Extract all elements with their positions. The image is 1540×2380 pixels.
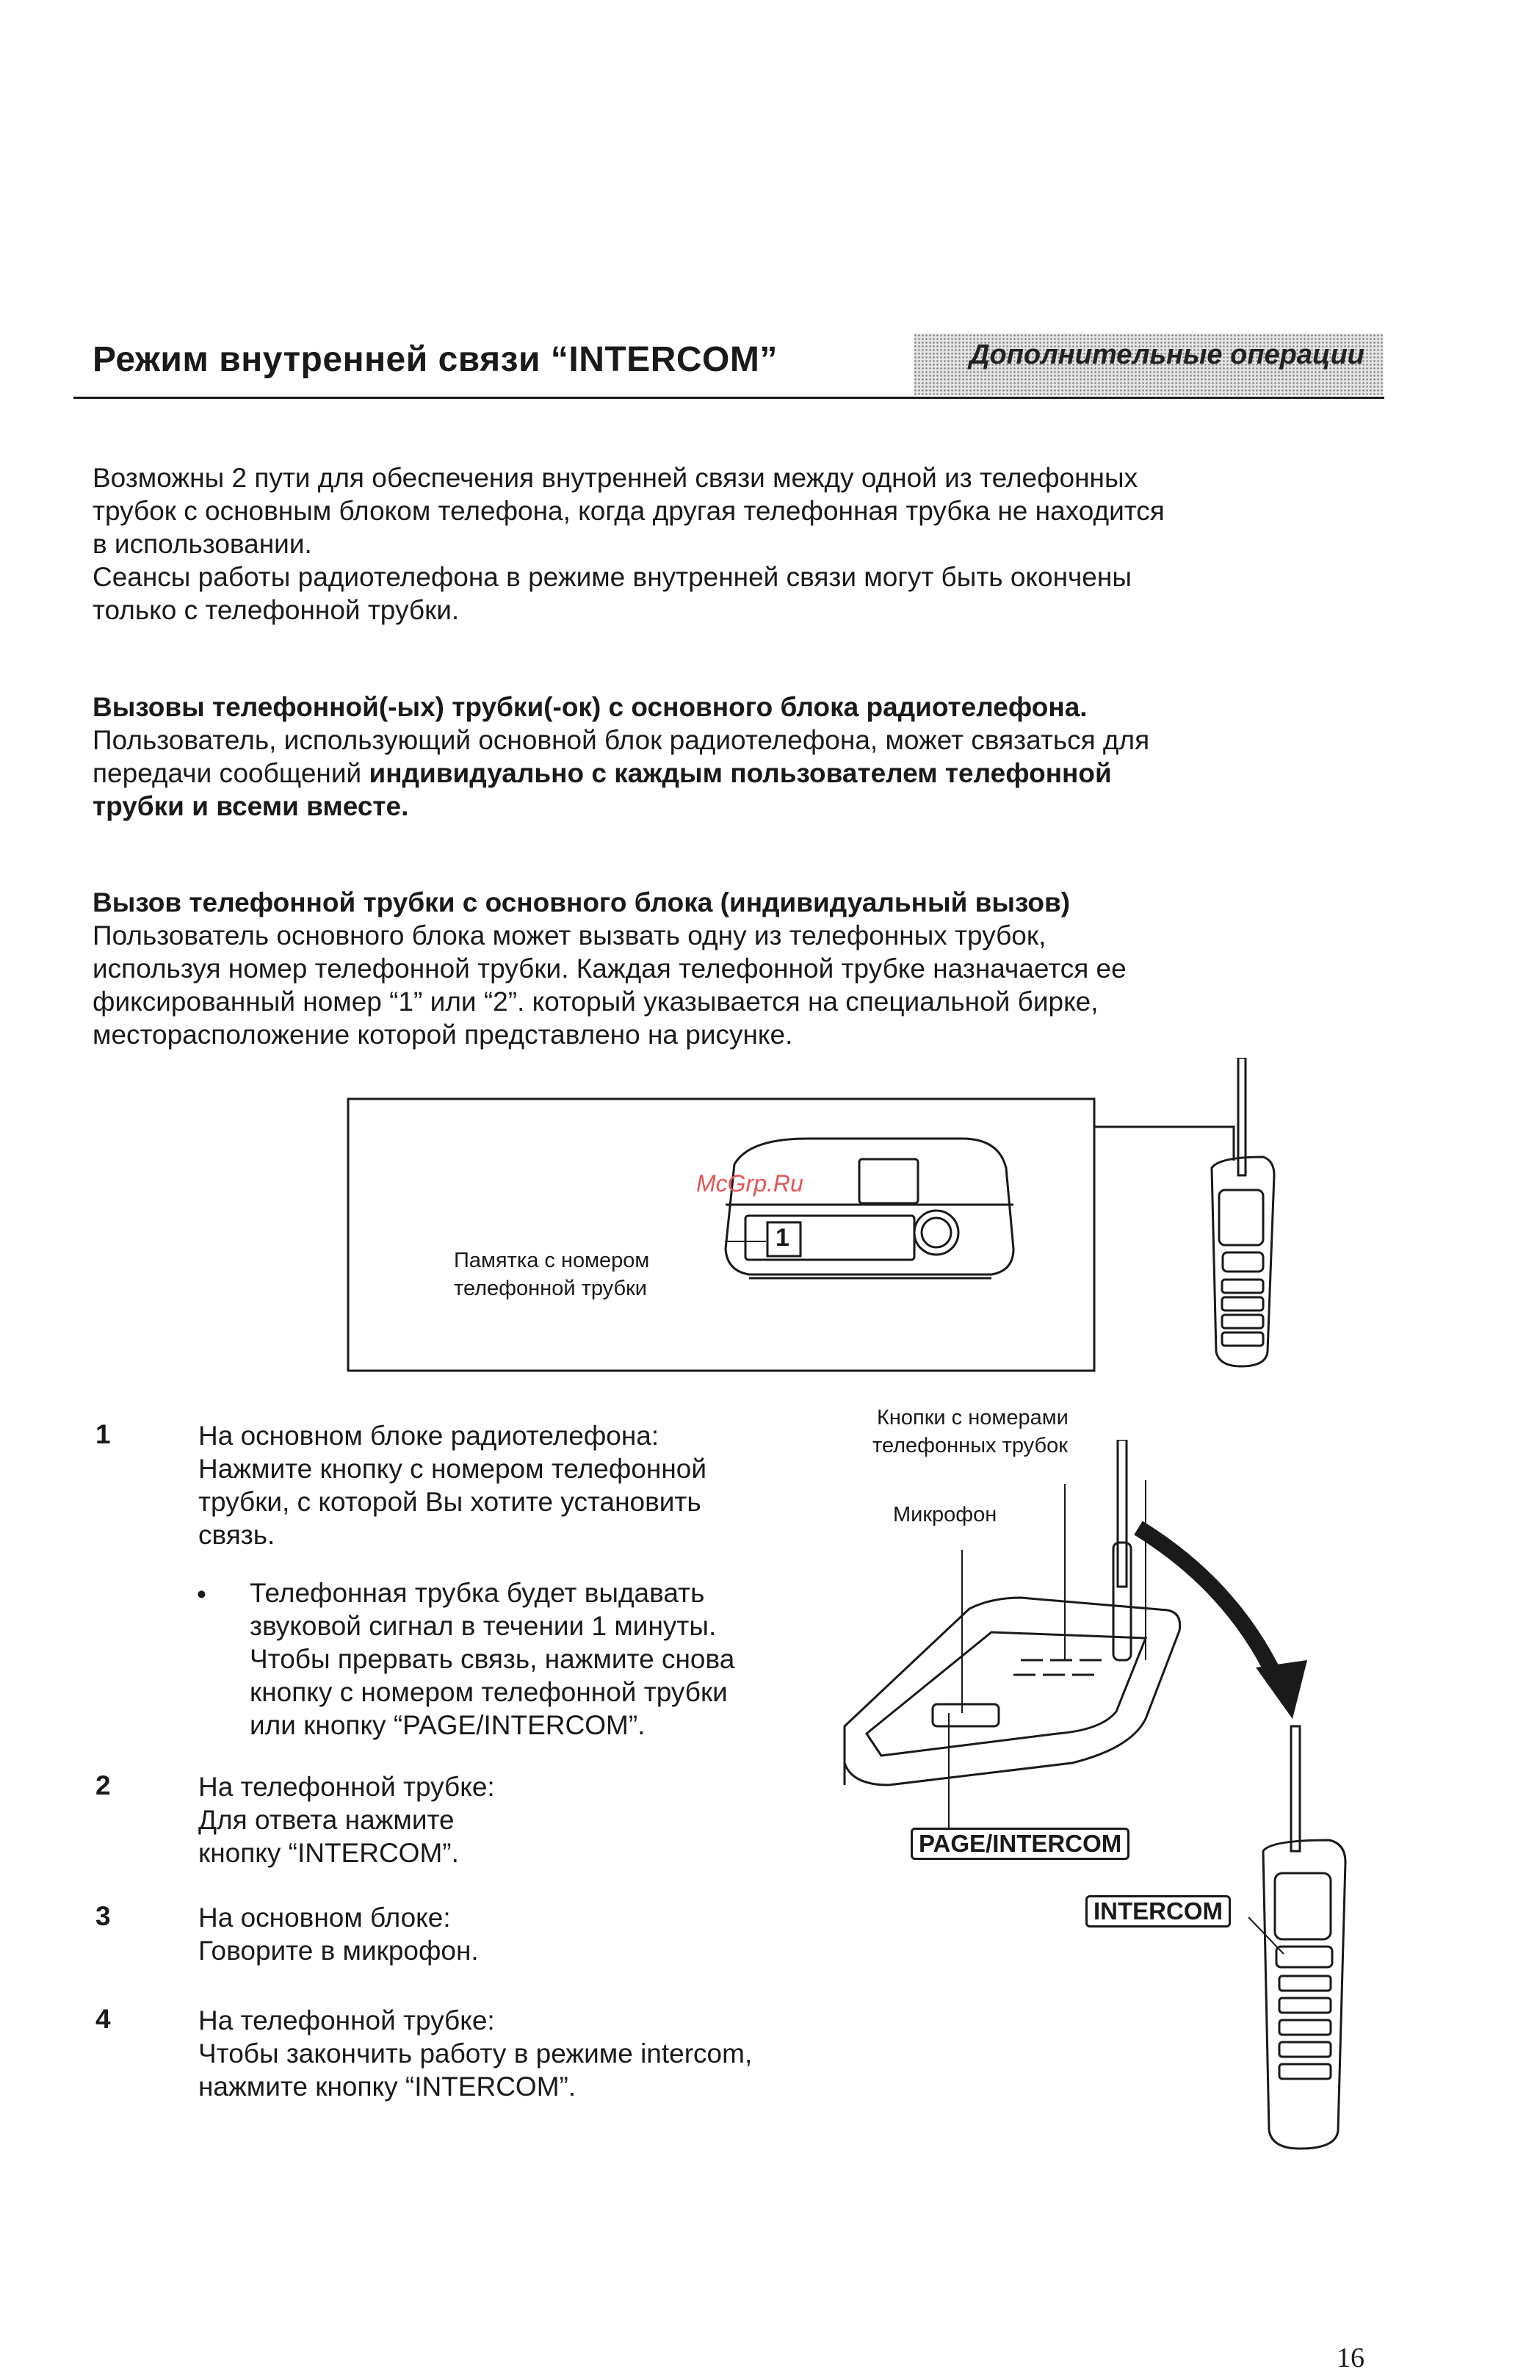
step-line: На телефонной трубке: <box>198 1772 495 1802</box>
section-individual-paragraph <box>93 886 1400 1051</box>
step-line: На телефонной трубке: <box>198 2005 495 2035</box>
step-bullet-text <box>250 1576 734 1742</box>
step-text <box>198 1770 495 1869</box>
figure-frame <box>348 1099 1094 1371</box>
buttons-label-line: Кнопки с номерами <box>877 1406 1069 1429</box>
step-number: 4 <box>95 2004 111 2034</box>
step-line: связь. <box>198 1520 275 1550</box>
section-line: трубки и всеми вместе. <box>93 791 409 821</box>
bullet-line: кнопку с номером телефонной трубки <box>250 1677 728 1707</box>
handset-drawing <box>1263 1726 1345 2149</box>
section-heading: Вызовы телефонной(-ых) трубки(-ок) с основного блока радиотелефона. <box>93 692 1088 722</box>
step-line: Для ответа нажмите <box>198 1805 455 1835</box>
base-unit-drawing <box>845 1440 1180 1785</box>
watermark: McGrp.Ru <box>696 1170 803 1197</box>
intercom-button: INTERCOM <box>1085 1895 1231 1928</box>
step-line: нажмите кнопку “INTERCOM”. <box>198 2071 576 2102</box>
tag-number: 1 <box>776 1224 789 1252</box>
step-line: Чтобы закончить работу в режиме intercom, <box>198 2038 753 2069</box>
title-rule <box>73 397 1384 399</box>
bullet-line: звуковой сигнал в течении 1 минуты. <box>250 1611 717 1641</box>
figure-base-unit <box>338 1058 1293 1396</box>
step-line: Нажмите кнопку с номером телефонной <box>198 1454 707 1484</box>
step-number: 3 <box>95 1901 111 1931</box>
arrow-head <box>1256 1660 1307 1719</box>
step-line: кнопку “INTERCOM”. <box>198 1838 459 1868</box>
bullet-line: или кнопку “PAGE/INTERCOM”. <box>250 1710 646 1740</box>
section-line <box>93 757 1400 790</box>
intro-line: трубок с основным блоком телефона, когда другая телефонная трубка не находится <box>93 496 1165 526</box>
intro-line: Сеансы работы радиотелефона в режиме внутренней связи могут быть окончены <box>93 562 1132 592</box>
page-number: 16 <box>1337 2343 1364 2373</box>
section-tag: Дополнительные операции <box>914 333 1384 395</box>
buttons-label-line: телефонных трубок <box>872 1434 1068 1457</box>
bullet-dot: • <box>197 1579 206 1609</box>
step-text <box>198 1901 479 1967</box>
tag-label-line: Памятка с номером <box>454 1249 650 1272</box>
handset-drawing <box>1212 1058 1274 1366</box>
intro-line: только с телефонной трубки. <box>93 595 460 625</box>
step-number: 1 <box>95 1419 111 1449</box>
step-line: Говорите в микрофон. <box>198 1936 479 1966</box>
bold-text: индивидуально с каждым пользователем телефонной <box>369 758 1112 788</box>
bullet-line: Чтобы прервать связь, нажмите снова <box>250 1644 735 1674</box>
section-calls-paragraph <box>93 690 1400 823</box>
intro-line: Возможны 2 пути для обеспечения внутренней связи между одной из телефонных <box>93 463 1138 493</box>
intro-line: в использовании. <box>93 529 312 559</box>
connector-line <box>1094 1127 1234 1161</box>
bullet-line: Телефонная трубка будет выдавать <box>250 1578 705 1608</box>
step-line: трубки, с которой Вы хотите установить <box>198 1487 701 1517</box>
step-line: На основном блоке: <box>198 1903 451 1933</box>
step-text <box>198 2004 752 2103</box>
step-line: На основном блоке радиотелефона: <box>198 1421 659 1451</box>
figure-intercom <box>823 1440 1469 2182</box>
step-text <box>198 1419 706 1551</box>
page-intercom-button: PAGE/INTERCOM <box>911 1828 1129 1860</box>
arrow-shaft <box>1138 1528 1278 1682</box>
section-line: фиксированный номер “1” или “2”. который указывается на специальной бирке, <box>93 987 1099 1017</box>
intro-paragraph <box>93 461 1400 627</box>
step-number: 2 <box>95 1770 111 1800</box>
mic-label: Микрофон <box>893 1503 997 1526</box>
section-heading: Вызов телефонной трубки с основного блока (индивидуальный вызов) <box>93 887 1071 917</box>
section-line: месторасположение которой представлено на рисунке. <box>93 1020 793 1050</box>
section-line: Пользователь, использующий основной блок радиотелефона, может связаться для <box>93 725 1150 755</box>
tag-label-line: телефонной трубки <box>454 1277 647 1300</box>
section-line: Пользователь основного блока может вызвать одну из телефонных трубок, <box>93 920 1046 951</box>
page-title: Режим внутренней связи “INTERCOM” <box>93 340 778 379</box>
plain-text: передачи сообщений <box>93 758 369 788</box>
section-line: используя номер телефонной трубки. Каждая телефонной трубке назначается ее <box>93 953 1127 984</box>
